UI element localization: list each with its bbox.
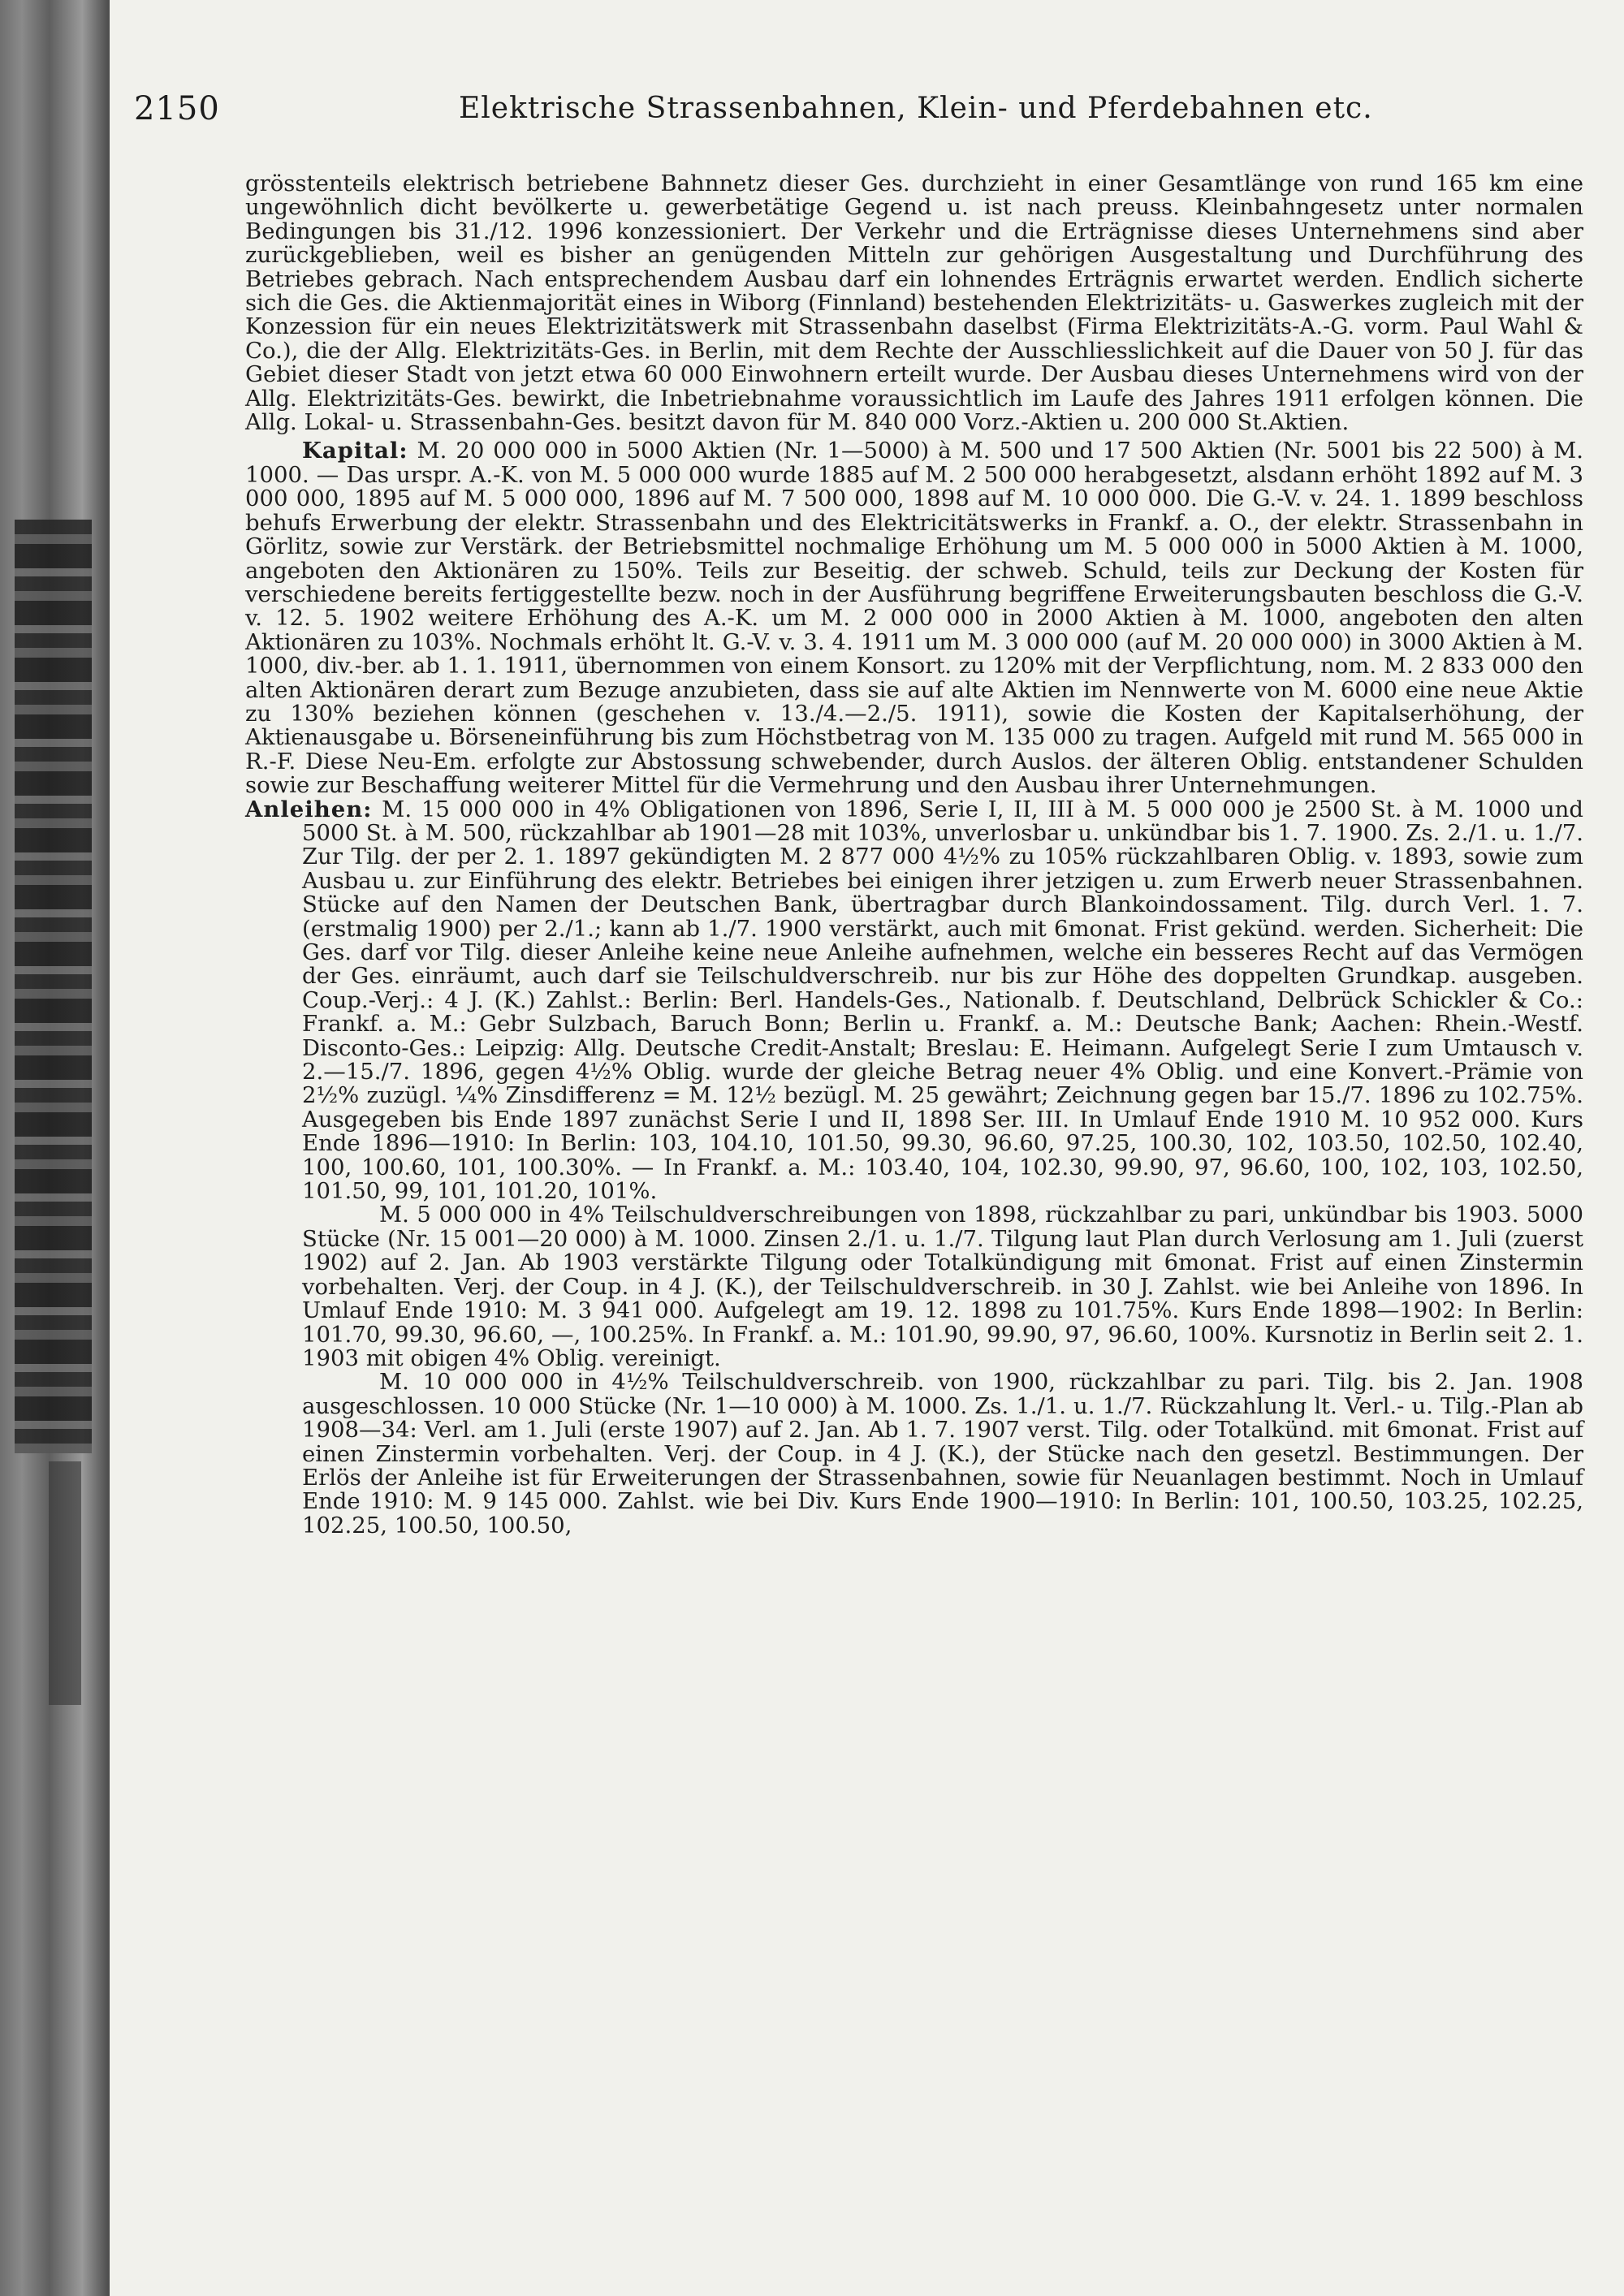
page-number: 2150 bbox=[134, 90, 220, 127]
kapital-text: M. 20 000 000 in 5000 Aktien (Nr. 1—5000) à M. 500 und 17 500 Aktien (Nr. 5001 bis 22 500) à M. 1000. — Das urspr. A.-K. von M. 5 000 000 wurde 1885 auf M. 2 500 000 herabgesetzt, alsdann erhöht 1892 auf M. 3 000 000, 1895 auf M. 5 000 000, 1896 auf M. 7 500 000, 1898 auf M. 10 000 000. Die G.-V. v. 24. 1. 1899 beschloss behufs Erwerbung der elektr. Strassenbahn und des Elektricitätswerks in Frankf. a. O., der elektr. Strassenbahn in Görlitz, sowie zur Verstärk. der Betriebsmittel nochmalige Erhöhung um M. 5 000 000 in 5000 Aktien à M. 1000, angeboten den Aktionären zu 150%. Teils zur Beseitig. der schweb. Schuld, teils zur Deckung der Kosten für verschiedene bereits fertiggestellte bezw. noch in der Ausführung begriffene Erweiterungsbauten beschloss die G.-V. v. 12. 5. 1902 weitere Erhöhung des A.-K. um M. 2 000 000 in 2000 Aktien à M. 1000, angeboten den alten Aktionären zu 103%. Nochmals erhöht lt. G.-V. v. 3. 4. 1911 um M. 3 000 000 (auf M. 20 000 000) in 3000 Aktien à M. 1000, div.-ber. ab 1. 1. 1911, übernommen von einem Konsort. zu 120% mit der Verpflichtung, nom. M. 2 833 000 den alten Aktionären derart zum Bezuge anzubieten, dass sie auf alte Aktien im Nennwerte von M. 6000 eine neue Aktie zu 130% beziehen können (geschehen v. 13./4.—2./5. 1911), sowie die Kosten der Kapitalserhöhung, der Aktienausgabe u. Börseneinführung bis zum Höchstbetrag von M. 135 000 zu tragen. Aufgeld mit rund M. 565 000 in R.-F. Diese Neu-Em. erfolgte zur Abstossung schwebender, durch Auslos. der älteren Oblig. entstandener Schulden sowie zur Beschaffung weiterer Mittel für die Vermehrung und den Ausbau ihrer Unternehmungen. bbox=[245, 438, 1583, 799]
running-title: Elektrische Strassenbahnen, Klein- und Pferdebahnen etc. bbox=[459, 92, 1373, 125]
kapital-paragraph bbox=[245, 439, 1583, 797]
page-body bbox=[245, 172, 1583, 1538]
intro-paragraph: grösstenteils elektrisch betriebene Bahnnetz dieser Ges. durchzieht in einer Gesamtlänge von rund 165 km eine ungewöhnlich dicht bevölkerte u. gewerbetätige Gegend u. ist nach preuss. Kleinbahngesetz unter normalen Bedingungen bis 31./12. 1996 konzessioniert. Der Verkehr und die Erträgnisse dieses Unternehmens sind aber zurückgeblieben, weil es bisher an genügenden Mitteln zur gehörigen Ausgestaltung und Durchführung des Betriebes gebrach. Nach entsprechendem Ausbau darf ein lohnendes Erträgnis erwartet werden. Endlich sicherte sich die Ges. die Aktienmajorität eines in Wiborg (Finnland) bestehenden Elektrizitäts- u. Gaswerkes zugleich mit der Konzession für ein neues Elektrizitätswerk mit Strassenbahn daselbst (Firma Elektrizitäts-A.-G. vorm. Paul Wahl & Co.), die der Allg. Elektrizitäts-Ges. in Berlin, mit dem Rechte der Ausschliesslichkeit auf die Dauer von 50 J. für das Gebiet dieser Stadt von jetzt etwa 60 000 Einwohnern erteilt wurde. Der Ausbau dieses Unternehmens wird von der Allg. Elektrizitäts-Ges. bewirkt, die Inbetriebnahme voraussichtlich im Laufe des Jahres 1911 erfolgen können. Die Allg. Lokal- u. Strassenbahn-Ges. besitzt davon für M. 840 000 Vorz.-Aktien u. 200 000 St.Aktien. bbox=[245, 170, 1583, 436]
book-spine bbox=[0, 0, 110, 2296]
teilschuld-1898-paragraph: M. 5 000 000 in 4% Teilschuldverschreibungen von 1898, rückzahlbar zu pari, unkündbar bis 1903. 5000 Stücke (Nr. 15 001—20 000) à M. 1000. Zinsen 2./1. u. 1./7. Tilgung laut Plan durch Verlosung am 1. Juli (zuerst 1902) auf 2. Jan. Ab 1903 verstärkte Tilgung oder Totalkündigung mit 6monat. Frist auf einen Zinstermin vorbehalten. Verj. der Coup. in 4 J. (K.), der Teilschuldverschreib. in 30 J. Zahlst. wie bei Anleihe von 1896. In Umlauf Ende 1910: M. 3 941 000. Aufgelegt am 19. 12. 1898 zu 101.75%. Kurs Ende 1898—1902: In Berlin: 101.70, 99.30, 96.60, —, 100.25%. In Frankf. a. M.: 101.90, 99.90, 97, 96.60, 100%. Kursnotiz in Berlin seit 2. 1. 1903 mit obigen 4% Oblig. vereinigt. bbox=[302, 1202, 1583, 1371]
anleihen-label: Anleihen: bbox=[245, 796, 373, 822]
spine-shadow bbox=[49, 1461, 81, 1705]
anleihen-paragraph bbox=[245, 798, 1583, 1204]
anleihen-text: M. 15 000 000 in 4% Obligationen von 1896, Serie I, II, III à M. 5 000 000 je 2500 St. à M. 1000 und 5000 St. à M. 500, rückzahlbar ab 1901—28 mit 103%, unverlosbar u. unkündbar bis 1. 7. 1900. Zs. 2./1. u. 1./7. Zur Tilg. der per 2. 1. 1897 gekündigten M. 2 877 000 4½% zu 105% rückzahlbaren Oblig. v. 1893, sowie zum Ausbau u. zur Einführung des elektr. Betriebes bei einigen ihrer jetzigen u. zum Erwerb neuer Strassenbahnen. Stücke auf den Namen der Deutschen Bank, übertragbar durch Blankoindossament. Tilg. durch Verl. 1. 7. (erstmalig 1900) per 2./1.; kann ab 1./7. 1900 verstärkt, auch mit 6monat. Frist gekünd. werden. Sicherheit: Die Ges. darf vor Tilg. dieser Anleihe keine neue Anleihe aufnehmen, welche ein besseres Recht auf das Vermögen der Ges. einräumt, auch darf sie Teilschuldverschreib. nur bis zur Höhe des doppelten Grundkap. ausgeben. Coup.-Verj.: 4 J. (K.) Zahlst.: Berlin: Berl. Handels-Ges., Nationalb. f. Deutschland, Delbrück Schickler & Co.: Frankf. a. M.: Gebr Sulzbach, Baruch Bonn; Berlin u. Frankf. a. M.: Deutsche Bank; Aachen: Rhein.-Westf. Disconto-Ges.: Leipzig: Allg. Deutsche Credit-Anstalt; Breslau: E. Heimann. Aufgelegt Serie I zum Umtausch v. 2.—15./7. 1896, gegen 4½% Oblig. wurde der gleiche Betrag neuer 4% Oblig. und eine Konvert.-Prämie von 2½% zuzügl. ¼% Zinsdifferenz = M. 12½ bezügl. M. 25 gewährt; Zeichnung gegen bar 15./7. 1896 zu 102.75%. Ausgegeben bis Ende 1897 zunächst Serie I und II, 1898 Ser. III. In Umlauf Ende 1910 M. 10 952 000. Kurs Ende 1896—1910: In Berlin: 103, 104.10, 101.50, 99.30, 96.60, 97.25, 100.30, 102, 103.50, 102.50, 102.40, 100, 100.60, 101, 100.30%. — In Frankf. a. M.: 103.40, 104, 102.30, 99.90, 97, 96.60, 100, 102, 103, 102.50, 101.50, 99, 101, 101.20, 101%. bbox=[302, 796, 1583, 1205]
spine-lettering bbox=[15, 520, 92, 1453]
kapital-label: Kapital: bbox=[302, 438, 408, 464]
teilschuld-1900-paragraph: M. 10 000 000 in 4½% Teilschuldverschreib. von 1900, rückzahlbar zu pari. Tilg. bis 2. Jan. 1908 ausgeschlossen. 10 000 Stücke (Nr. 1—10 000) à M. 1000. Zs. 1./1. u. 1./7. Rückzahlung lt. Verl.- u. Tilg.-Plan ab 1908—34: Verl. am 1. Juli (erste 1907) auf 2. Jan. Ab 1. 7. 1907 verst. Tilg. oder Totalkünd. mit 6monat. Frist auf einen Zinstermin vorbehalten. Verj. der Coup. in 4 J. (K.), der Stücke nach den gesetzl. Bestimmungen. Der Erlös der Anleihe ist für Erweiterungen der Strassenbahnen, sowie für Neuanlagen bestimmt. Noch in Umlauf Ende 1910: M. 9 145 000. Zahlst. wie bei Div. Kurs Ende 1900—1910: In Berlin: 101, 100.50, 103.25, 102.25, 102.25, 100.50, 100.50, bbox=[302, 1369, 1583, 1539]
